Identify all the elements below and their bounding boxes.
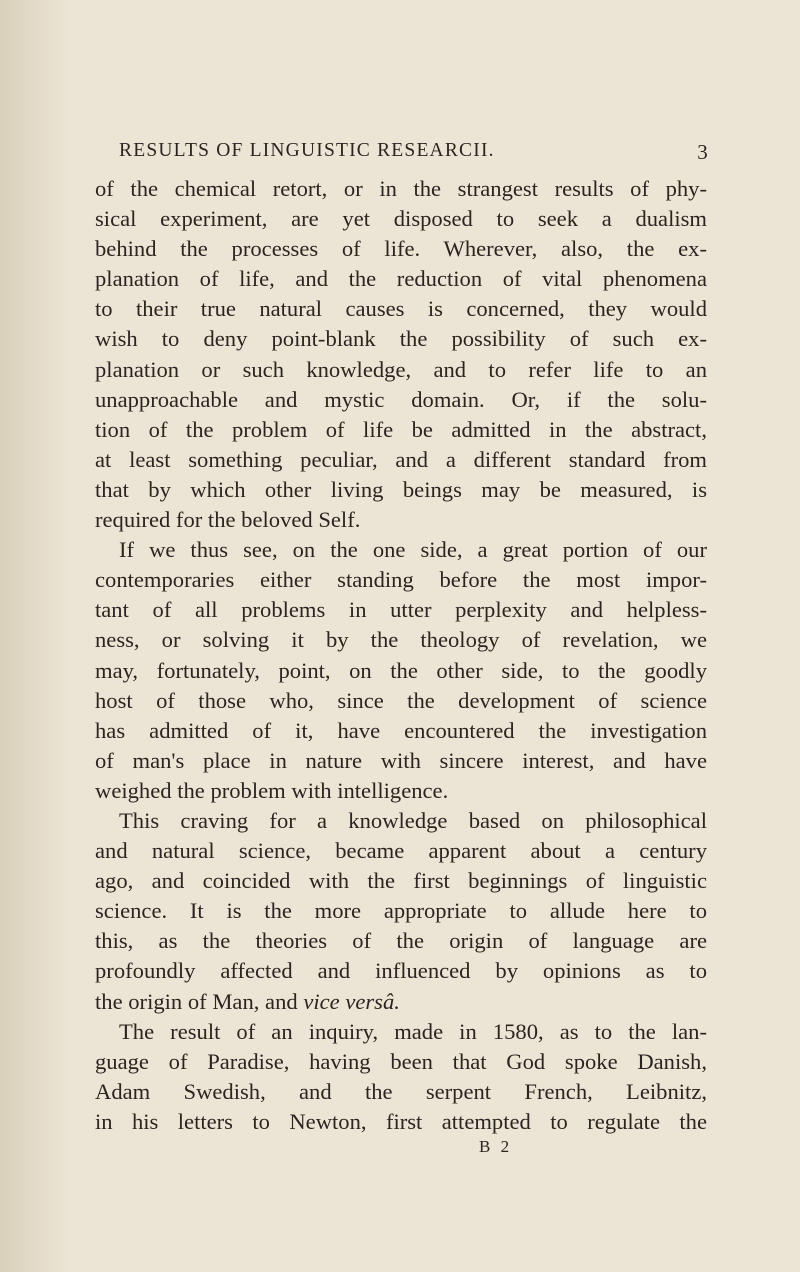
book-page xyxy=(95,140,707,1161)
page-number: 3 xyxy=(697,140,709,164)
text-line: sical experiment, are yet disposed to seek a dualism xyxy=(95,206,707,232)
text-line: in his letters to Newton, first attempted to regulate the xyxy=(95,1108,707,1134)
text-line: science. It is the more appropriate to allude here to xyxy=(95,898,707,924)
text-line: that by which other living beings may be measured, is xyxy=(95,476,707,502)
text-line: to their true natural causes is concerned, they would xyxy=(95,296,707,322)
text-line: this, as the theories of the origin of language are xyxy=(95,928,707,954)
text-line: behind the processes of life. Wherever, also, the ex- xyxy=(95,236,707,262)
text-line: tant of all problems in utter perplexity and helpless- xyxy=(95,597,707,623)
text-line: Adam Swedish, and the serpent French, Leibnitz, xyxy=(95,1078,707,1104)
signature-mark: B 2 xyxy=(479,1137,513,1156)
paragraph-start-line: The result of an inquiry, made in 1580, as to the lan- xyxy=(119,1018,707,1044)
running-head xyxy=(95,140,707,174)
text-line: contemporaries either standing before the most impor- xyxy=(95,567,707,593)
text-line: planation of life, and the reduction of vital phenomena xyxy=(95,266,707,292)
text-line: unapproachable and mystic domain. Or, if the solu- xyxy=(95,386,707,412)
text-line: planation or such knowledge, and to refer life to an xyxy=(95,356,707,382)
text-line xyxy=(95,987,707,1017)
paragraph-start-line: If we thus see, on the one side, a great portion of our xyxy=(119,537,707,563)
book-gutter-shadow xyxy=(0,0,70,1272)
paragraph-start-line: This craving for a knowledge based on philosophical xyxy=(119,807,707,833)
text-line: of man's place in nature with sincere interest, and have xyxy=(95,747,707,773)
text-line: and natural science, became apparent about a century xyxy=(95,838,707,864)
text-line: profoundly affected and influenced by opinions as to xyxy=(95,958,707,984)
text-line: at least something peculiar, and a different standard from xyxy=(95,446,707,472)
text-line-roman: the origin of Man, and xyxy=(95,988,298,1014)
text-line: wish to deny point-blank the possibility of such ex- xyxy=(95,326,707,352)
text-line: may, fortunately, point, on the other side, to the goodly xyxy=(95,657,707,683)
running-head-title: RESULTS OF LINGUISTIC RESEARCII. xyxy=(119,140,495,161)
text-line: required for the beloved Self. xyxy=(95,507,361,533)
text-line: weighed the problem with intelligence. xyxy=(95,777,449,803)
body-text xyxy=(95,174,707,1137)
text-line: ago, and coincided with the first beginnings of linguistic xyxy=(95,868,707,894)
text-line: of the chemical retort, or in the strangest results of phy- xyxy=(95,176,707,201)
text-line: has admitted of it, have encountered the investigation xyxy=(95,717,707,743)
text-line: tion of the problem of life be admitted in the abstract, xyxy=(95,416,707,442)
text-line: ness, or solving it by the theology of revelation, we xyxy=(95,627,707,653)
italic-phrase: vice versâ. xyxy=(303,988,400,1014)
text-line: host of those who, since the development of science xyxy=(95,687,707,713)
text-line: guage of Paradise, having been that God spoke Danish, xyxy=(95,1048,707,1074)
